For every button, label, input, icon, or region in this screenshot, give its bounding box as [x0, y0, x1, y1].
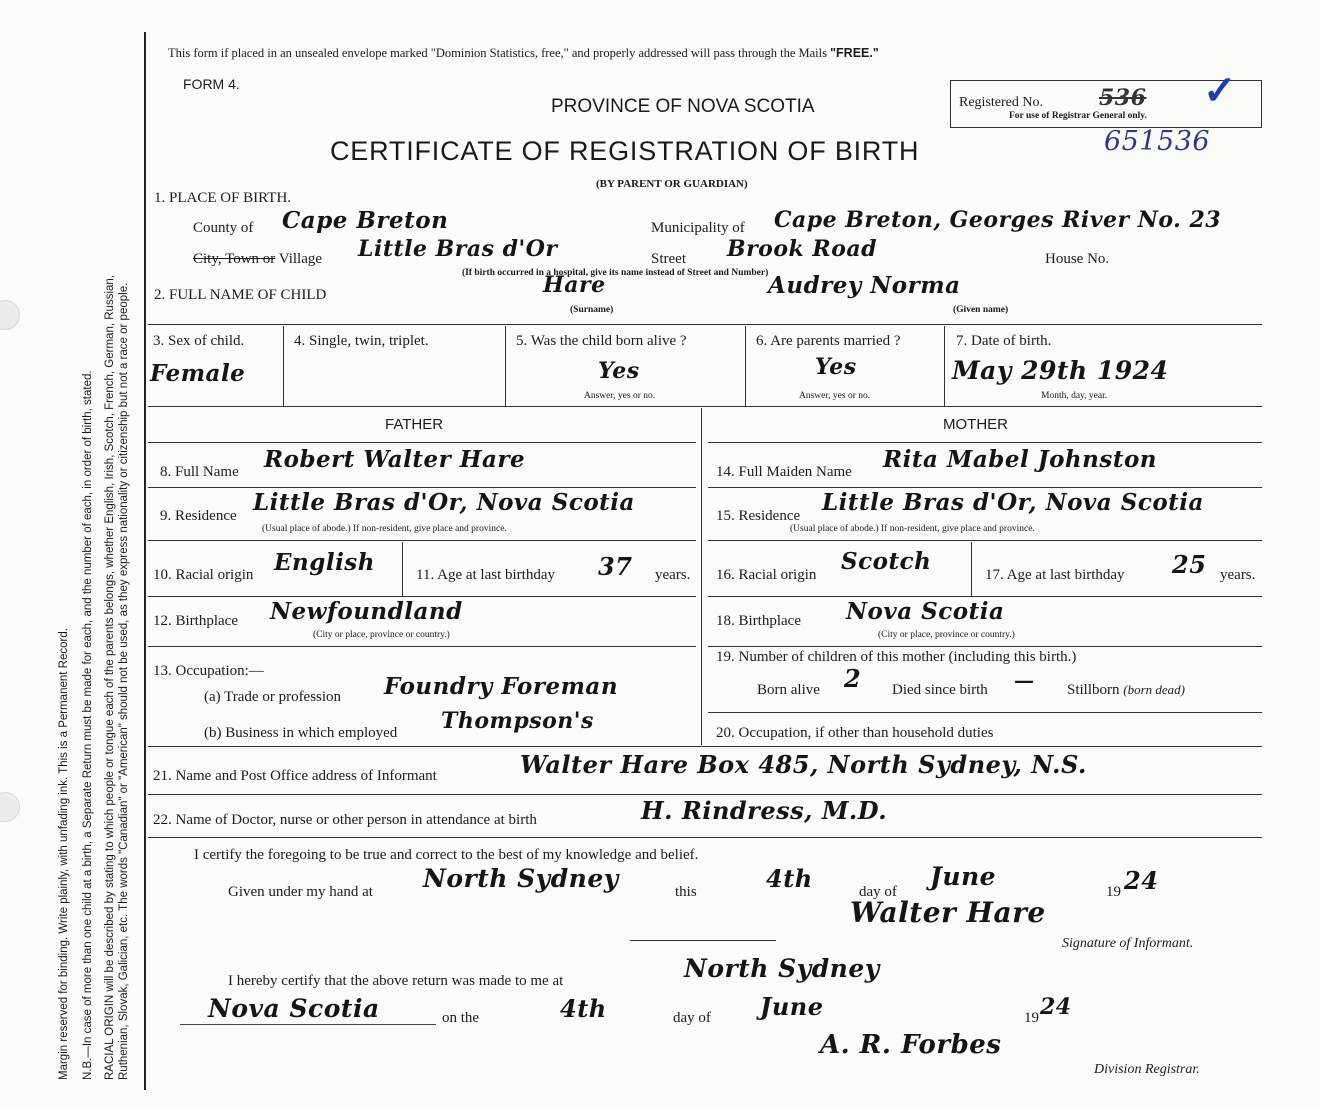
place-of-birth-heading: 1. PLACE OF BIRTH.: [154, 190, 292, 206]
child-name-label: 2. FULL NAME OF CHILD: [154, 287, 327, 303]
street-label: Street: [651, 251, 686, 267]
father-residence-value: Little Bras d'Or, Nova Scotia: [253, 489, 635, 516]
father-business-label: (b) Business in which employed: [204, 725, 398, 741]
mother-occupation-label: 20. Occupation, if other than household duties: [716, 725, 994, 741]
stamp-number: 651536: [1104, 126, 1211, 157]
father-age-value: 37: [598, 552, 633, 581]
mother-race-age-divider: [971, 542, 972, 596]
died-since-birth-label: Died since birth: [892, 682, 988, 698]
mother-name-label: 14. Full Maiden Name: [716, 464, 852, 480]
registered-value: 536: [1099, 85, 1147, 111]
registrar-place-rule: [180, 1024, 436, 1025]
mother-birthplace-value: Nova Scotia: [846, 598, 1005, 625]
father-rule-5: [148, 646, 696, 647]
registrar-place: North Sydney: [684, 954, 880, 983]
plurality-label: 4. Single, twin, triplet.: [294, 333, 429, 349]
mother-age-label: 17. Age at last birthday: [985, 567, 1125, 583]
county-value: Cape Breton: [282, 207, 449, 234]
mother-race-label: 16. Racial origin: [716, 567, 817, 583]
rule-below-occupation: [148, 746, 1262, 747]
father-name-value: Robert Walter Hare: [264, 446, 526, 473]
stillborn-label: Stillborn (born dead): [1067, 682, 1186, 698]
divider-4-5: [505, 326, 506, 406]
registered-label: Registered No.: [959, 95, 1043, 110]
given-day-of-label: day of: [859, 884, 897, 900]
hospital-note: (If birth occurred in a hospital, give its name instead of Street and Number): [462, 268, 769, 278]
informant-signature: Walter Hare: [850, 896, 1046, 929]
registrar-note: For use of Registrar General only.: [1009, 111, 1147, 121]
registrar-place-2: Nova Scotia: [208, 994, 380, 1023]
mother-rule-5: [708, 646, 1262, 647]
children-count-label: 19. Number of children of this mother (including this birth.): [716, 649, 1077, 665]
given-year-prefix: 19: [1106, 884, 1121, 900]
father-rule-2: [148, 487, 696, 488]
mother-rule-6: [708, 712, 1262, 713]
mail-notice: This form if placed in an unsealed envelope marked "Dominion Statistics, free," and properly addressed will pass through the Mails "FREE.": [168, 46, 879, 60]
registrar-year: 24: [1040, 994, 1072, 1020]
father-birthplace-label: 12. Birthplace: [153, 613, 238, 629]
dob-value: May 29th 1924: [952, 356, 1169, 385]
mother-residence-value: Little Bras d'Or, Nova Scotia: [822, 489, 1204, 516]
separator-rule: [630, 940, 776, 941]
municipality-value: Cape Breton, Georges River No. 23: [774, 207, 1222, 233]
father-age-label: 11. Age at last birthday: [416, 567, 555, 583]
margin-note-4: Ruthenian, Slovak, Galician, etc. The words "Canadian" or "American" should not be used, as they express nationality or citizenship but not a race or people.: [118, 282, 130, 1080]
father-business-value: Thompson's: [441, 708, 594, 734]
mother-residence-note: (Usual place of abode.) If non-resident, give place and province.: [790, 524, 1035, 534]
check-mark-icon: ✓: [1203, 67, 1238, 114]
mother-rule-1: [708, 442, 1262, 443]
father-years-label: years.: [655, 567, 691, 583]
father-name-label: 8. Full Name: [160, 464, 239, 480]
divider-3-4: [283, 326, 284, 406]
father-heading: FATHER: [385, 416, 444, 433]
father-occupation-label: 13. Occupation:—: [153, 663, 264, 679]
sex-label: 3. Sex of child.: [153, 333, 245, 349]
father-residence-label: 9. Residence: [160, 508, 237, 524]
father-trade-value: Foundry Foreman: [384, 673, 619, 700]
street-value: Brook Road: [727, 236, 878, 262]
doctor-label: 22. Name of Doctor, nurse or other person in attendance at birth: [153, 812, 537, 828]
mother-race-value: Scotch: [841, 548, 932, 575]
form-number: FORM 4.: [183, 76, 240, 92]
rule-above-row3: [148, 324, 1262, 325]
county-label: County of: [193, 220, 254, 236]
divider-6-7: [944, 326, 945, 406]
punch-hole-top: [0, 300, 20, 330]
margin-note-3: RACIAL ORIGIN will be described by stating to which people or tongue each of the parents belongs, whether English, Irish, Scotch, French, German, Russian,: [104, 275, 116, 1080]
father-rule-1: [148, 442, 696, 443]
father-race-age-divider: [402, 542, 403, 596]
child-surname: Hare: [543, 272, 606, 298]
mother-heading: MOTHER: [943, 416, 1008, 433]
informant-signature-label: Signature of Informant.: [1062, 936, 1194, 951]
registered-number-box: [950, 67, 1262, 128]
house-number-label: House No.: [1045, 251, 1110, 267]
certification-statement: I certify the foregoing to be true and correct to the best of my knowledge and belief.: [194, 847, 699, 863]
divider-5-6: [745, 326, 746, 406]
given-at-place: North Sydney: [423, 864, 619, 893]
rule-below-row3: [148, 406, 1262, 407]
rule-below-informant: [148, 794, 1262, 795]
given-name-note: (Given name): [953, 305, 1009, 315]
page-subtitle: (BY PARENT OR GUARDIAN): [596, 178, 748, 190]
mother-years-label: years.: [1220, 567, 1256, 583]
binding-margin-rule: [144, 32, 146, 1090]
dob-label: 7. Date of birth.: [956, 333, 1052, 349]
born-alive-count-label: Born alive: [757, 682, 820, 698]
born-alive-question: 5. Was the child born alive ?: [516, 333, 687, 349]
mother-rule-3: [708, 540, 1262, 541]
parents-married-note: Answer, yes or no.: [799, 391, 871, 401]
village-label: City, Town or Village: [193, 251, 323, 267]
mother-age-value: 25: [1172, 550, 1207, 579]
born-alive-note: Answer, yes or no.: [584, 391, 656, 401]
given-year: 24: [1124, 866, 1159, 895]
given-this-label: this: [675, 884, 697, 900]
registrar-signature: A. R. Forbes: [820, 1030, 1002, 1060]
dob-note: Month, day, year.: [1041, 391, 1108, 401]
given-day: 4th: [766, 864, 813, 893]
registrar-statement: I hereby certify that the above return was made to me at: [228, 973, 564, 989]
informant-label: 21. Name and Post Office address of Informant: [153, 768, 437, 784]
registrar-on-the-label: on the: [442, 1010, 480, 1026]
page-title: CERTIFICATE OF REGISTRATION OF BIRTH: [330, 136, 920, 166]
father-residence-note: (Usual place of abode.) If non-resident, give place and province.: [262, 524, 507, 534]
father-birthplace-note: (City or place, province or country.): [313, 630, 450, 640]
province-heading: PROVINCE OF NOVA SCOTIA: [551, 96, 815, 117]
registrar-year-prefix: 19: [1024, 1010, 1039, 1026]
parents-married-question: 6. Are parents married ?: [756, 333, 901, 349]
father-mother-divider: [701, 408, 702, 745]
village-value: Little Bras d'Or: [358, 236, 558, 262]
father-race-label: 10. Racial origin: [153, 567, 254, 583]
father-race-value: English: [274, 549, 375, 576]
mother-rule-4: [708, 596, 1262, 597]
given-month: June: [930, 862, 997, 891]
father-birthplace-value: Newfoundland: [270, 598, 463, 625]
mother-name-value: Rita Mabel Johnston: [883, 446, 1158, 473]
informant-value: Walter Hare Box 485, North Sydney, N.S.: [520, 750, 1087, 779]
given-at-label: Given under my hand at: [228, 884, 373, 900]
punch-hole-bottom: [0, 792, 20, 822]
registrar-day: 4th: [560, 994, 607, 1023]
born-alive-answer: Yes: [598, 358, 640, 384]
margin-note-1: Margin reserved for binding. Write plainly, with unfading ink. This is a Permanent Record.: [58, 628, 70, 1080]
father-rule-3: [148, 540, 696, 541]
died-since-birth-value: —: [1014, 668, 1035, 692]
mother-rule-2: [708, 487, 1262, 488]
surname-note: (Surname): [570, 305, 614, 315]
mother-birthplace-note: (City or place, province or country.): [878, 630, 1015, 640]
registrar-month: June: [760, 992, 824, 1021]
doctor-value: H. Rindress, M.D.: [641, 796, 888, 825]
rule-below-doctor: [148, 837, 1262, 838]
registrar-signature-label: Division Registrar.: [1094, 1062, 1200, 1077]
registrar-day-of-label: day of: [673, 1010, 711, 1026]
mother-residence-label: 15. Residence: [716, 508, 801, 524]
mother-birthplace-label: 18. Birthplace: [716, 613, 801, 629]
born-alive-count-value: 2: [844, 664, 862, 693]
municipality-label: Municipality of: [651, 220, 745, 236]
margin-note-2: N.B.—In case of more than one child at a birth, a Separate Return must be made for each, and the number of each, in order of birth, stated.: [82, 370, 94, 1080]
parents-married-answer: Yes: [815, 354, 857, 380]
child-given-name: Audrey Norma: [768, 272, 961, 299]
father-rule-4: [148, 596, 696, 597]
father-trade-label: (a) Trade or profession: [204, 689, 342, 705]
sex-value: Female: [150, 360, 246, 387]
